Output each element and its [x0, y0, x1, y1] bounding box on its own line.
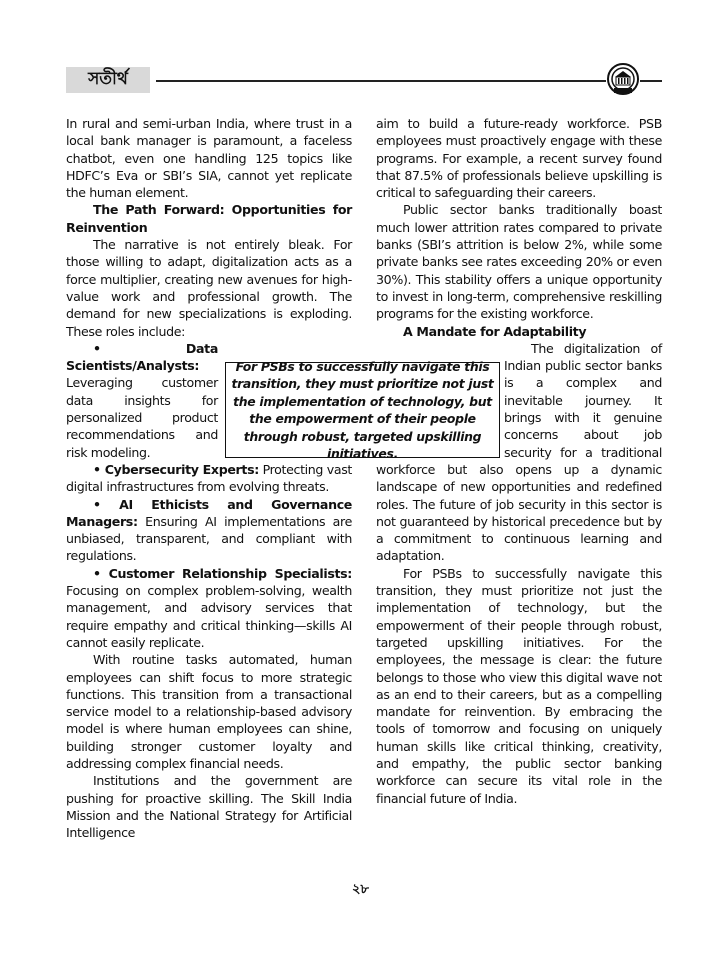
page-number: ২৮ — [352, 882, 369, 897]
role-item: • Cybersecurity Experts: Protecting vast digital infrastructures from evolving threats. — [66, 461, 352, 495]
pull-quote-text: For PSBs to successfully navigate this transition, they must prioritize not just the implementation of technology, but the empowerment of their people through robust, targeted upskilling initiatives. — [231, 358, 494, 461]
header-divider — [156, 80, 662, 82]
page-header — [66, 67, 662, 93]
paragraph: aim to build a future-ready workforce. PSB employees must proactively engage with these programs. For example, a recent survey found that 87.5% of professionals believe upskilling is critical to safeguarding their careers. — [376, 116, 662, 201]
left-column — [66, 115, 352, 841]
paragraph: The narrative is not entirely bleak. For those willing to adapt, digitalization acts as a force multiplier, creating new avenues for high-value work and professional growth. The demand for new specializations is exploding. These roles include: — [66, 237, 352, 339]
section-heading: A Mandate for Adaptability — [403, 323, 587, 339]
role-item: • Customer Relationship Specialists: Focusing on complex problem-solving, wealth management, and advisory services that require empathy and critical thinking—skills AI cannot easily replicate. — [66, 565, 352, 650]
role-item: • Data Scientists/Analysts: Leveraging customer data insights for personalized product recommendations and risk modeling. — [66, 340, 218, 460]
magazine-title: সতীর্থ — [66, 67, 150, 93]
bank-emblem-icon — [606, 63, 640, 97]
paragraph: Public sector banks traditionally boast much lower attrition rates compared to private banks (SBI’s attrition is below 2%, while some private banks see rates exceeding 20% or even 30%). This stability offers a unique opportunity to invest in long-term, comprehensive reskilling programs for the existing workforce. — [376, 202, 662, 322]
role-item: • AI Ethicists and Governance Managers: Ensuring AI implementations are unbiased, transparent, and compliant with regulations. — [66, 496, 352, 564]
pull-quote — [225, 358, 500, 461]
paragraph: In rural and semi-urban India, where trust in a local bank manager is paramount, a faceless chatbot, even one handling 125 topics like HDFC’s Eva or SBI’s SIA, cannot yet replicate the human element. — [66, 116, 352, 201]
paragraph: For PSBs to successfully navigate this transition, they must prioritize not just the implementation of technology, but the empowerment of their people through robust, targeted upskilling initiatives. For the employees, the message is clear: the future belongs to those who view this digital wave not as an end to their careers, but as a compelling mandate for reinvention. By embracing the tools of tomorrow and focusing on uniquely human skills like critical thinking, creativity, and empathy, the public sector banking workforce can secure its vital role in the financial future of India. — [376, 565, 662, 806]
section-heading: The Path Forward: Opportunities for Reinvention — [66, 202, 352, 235]
paragraph: With routine tasks automated, human employees can shift focus to more strategic functions. This transition from a transactional service model to a relationship-based advisory model is where human employees can shine, building stronger customer loyalty and addressing complex financial needs. — [66, 652, 352, 771]
paragraph: Institutions and the government are pushing for proactive skilling. The Skill India Mission and the National Strategy for Artificial Intelligence — [66, 773, 352, 841]
paragraph: The digitalization of Indian public sector banks is a complex and inevitable journey. It brings with it genuine concerns about job security for a traditional workforce but also opens up a dynamic landscape of new opportunities and redefined roles. The future of job security in this sector is not guaranteed by historical precedence but by a commitment to continuous learning and adaptation. — [376, 340, 662, 564]
